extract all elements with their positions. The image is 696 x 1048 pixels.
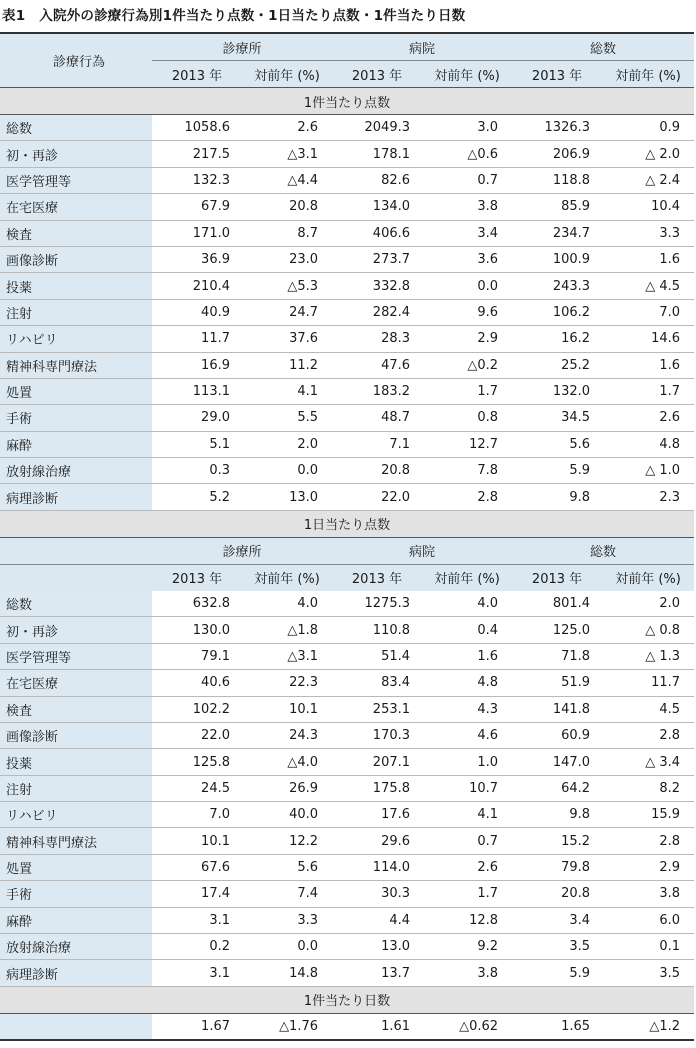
table-row (0, 907, 694, 933)
header-group-total: 総数 (512, 537, 694, 564)
row-label: 在宅医療 (0, 670, 152, 696)
cell-value: 51.9 (512, 670, 602, 696)
cell-yoy: 3.8 (602, 881, 694, 907)
table-row (0, 194, 694, 220)
table-body (0, 33, 694, 1040)
cell-value: 106.2 (512, 299, 602, 325)
cell-yoy: 20.8 (242, 194, 332, 220)
header-row-groups (0, 33, 694, 61)
cell-value: 141.8 (512, 696, 602, 722)
cell-value: 147.0 (512, 749, 602, 775)
data-table (0, 32, 694, 1041)
cell-value: 9.8 (512, 802, 602, 828)
cell-value: 17.6 (332, 802, 422, 828)
cell-yoy: 1.7 (602, 378, 694, 404)
cell-value: 20.8 (512, 881, 602, 907)
table-row (0, 115, 694, 141)
cell-yoy: 7.4 (242, 881, 332, 907)
cell-value: 178.1 (332, 141, 422, 167)
cell-yoy: 2.3 (602, 484, 694, 510)
table-row (0, 828, 694, 854)
cell-yoy: 3.4 (422, 220, 512, 246)
cell-yoy: 4.8 (602, 431, 694, 457)
cell-value: 79.1 (152, 643, 242, 669)
cell-yoy: 4.3 (422, 696, 512, 722)
header-year: 2013 年 (332, 61, 422, 88)
table-row (0, 378, 694, 404)
cell-yoy: 0.7 (422, 167, 512, 193)
row-label: 画像診断 (0, 722, 152, 748)
cell-value: 79.8 (512, 854, 602, 880)
cell-value: 118.8 (512, 167, 602, 193)
cell-yoy: 3.0 (422, 115, 512, 141)
cell-value: 132.0 (512, 378, 602, 404)
header-row-groups-2 (0, 537, 694, 564)
cell-yoy: 26.9 (242, 775, 332, 801)
cell-value: 5.1 (152, 431, 242, 457)
header-row-label-empty (0, 537, 152, 564)
cell-yoy: 13.0 (242, 484, 332, 510)
cell-value: 22.0 (332, 484, 422, 510)
cell-value: 243.3 (512, 273, 602, 299)
cell-yoy: △ 1.3 (602, 643, 694, 669)
table-row (0, 141, 694, 167)
cell-value: 110.8 (332, 617, 422, 643)
cell-yoy: 3.6 (422, 246, 512, 272)
table-number: 表1 (2, 8, 26, 24)
cell-yoy: 3.5 (602, 960, 694, 986)
cell-yoy: 6.0 (602, 907, 694, 933)
cell-value: 16.2 (512, 326, 602, 352)
cell-yoy: 1.6 (602, 246, 694, 272)
cell-yoy: 10.7 (422, 775, 512, 801)
table-row (0, 591, 694, 617)
cell-value: 0.3 (152, 458, 242, 484)
header-year: 2013 年 (512, 564, 602, 591)
cell-yoy: 10.1 (242, 696, 332, 722)
cell-value: 64.2 (512, 775, 602, 801)
cell-value: 71.8 (512, 643, 602, 669)
cell-value: 206.9 (512, 141, 602, 167)
cell-yoy: 0.1 (602, 934, 694, 960)
cell-value: 171.0 (152, 220, 242, 246)
cell-yoy: 0.4 (422, 617, 512, 643)
cell-yoy: 9.2 (422, 934, 512, 960)
cell-value: 9.8 (512, 484, 602, 510)
cell-value: 130.0 (152, 617, 242, 643)
cell-yoy: 24.3 (242, 722, 332, 748)
cell-value: 102.2 (152, 696, 242, 722)
table-caption: 入院外の診療行為別1件当たり点数・1日当たり点数・1件当たり日数 (39, 8, 466, 24)
cell-yoy: 0.7 (422, 828, 512, 854)
header-yoy: 対前年 (%) (602, 564, 694, 591)
table-row (0, 299, 694, 325)
cell-yoy: 5.5 (242, 405, 332, 431)
row-label: 総数 (0, 591, 152, 617)
cell-yoy: 14.8 (242, 960, 332, 986)
table-row (0, 458, 694, 484)
row-label: 検査 (0, 220, 152, 246)
row-label: 麻酔 (0, 907, 152, 933)
cell-value: 83.4 (332, 670, 422, 696)
cell-value: 183.2 (332, 378, 422, 404)
header-group-hospital: 病院 (332, 33, 512, 61)
table-row (0, 484, 694, 510)
cell-yoy: △1.8 (242, 617, 332, 643)
cell-yoy: 2.8 (602, 722, 694, 748)
cell-yoy: 2.9 (602, 854, 694, 880)
cell-yoy: △5.3 (242, 273, 332, 299)
cell-value: 0.2 (152, 934, 242, 960)
cell-value: 113.1 (152, 378, 242, 404)
cell-yoy: 40.0 (242, 802, 332, 828)
cell-value: 5.2 (152, 484, 242, 510)
cell-yoy: 7.8 (422, 458, 512, 484)
cell-value: 30.3 (332, 881, 422, 907)
cell-value: 4.4 (332, 907, 422, 933)
section-label: 1件当たり日数 (0, 986, 694, 1013)
row-label: 精神科専門療法 (0, 352, 152, 378)
table-row (0, 802, 694, 828)
cell-yoy: △1.2 (602, 1013, 694, 1040)
cell-value: 132.3 (152, 167, 242, 193)
table-row (0, 405, 694, 431)
row-label: 投薬 (0, 749, 152, 775)
cell-value: 3.1 (152, 907, 242, 933)
cell-value: 60.9 (512, 722, 602, 748)
cell-value: 253.1 (332, 696, 422, 722)
cell-value: 36.9 (152, 246, 242, 272)
cell-yoy: △3.1 (242, 643, 332, 669)
row-label (0, 1013, 152, 1040)
cell-value: 82.6 (332, 167, 422, 193)
cell-yoy: 3.8 (422, 194, 512, 220)
header-group-clinic: 診療所 (152, 33, 332, 61)
cell-value: 85.9 (512, 194, 602, 220)
section-label: 1件当たり点数 (0, 88, 694, 115)
cell-yoy: 2.8 (602, 828, 694, 854)
cell-yoy: 2.6 (602, 405, 694, 431)
cell-yoy: 3.3 (602, 220, 694, 246)
cell-yoy: 0.0 (242, 458, 332, 484)
header-row-years-2 (0, 564, 694, 591)
header-year: 2013 年 (152, 564, 242, 591)
row-label: 画像診断 (0, 246, 152, 272)
cell-yoy: 3.3 (242, 907, 332, 933)
cell-yoy: 2.6 (422, 854, 512, 880)
cell-yoy: 14.6 (602, 326, 694, 352)
cell-yoy: 1.6 (602, 352, 694, 378)
cell-yoy: 5.6 (242, 854, 332, 880)
cell-yoy: 2.0 (242, 431, 332, 457)
cell-value: 3.4 (512, 907, 602, 933)
cell-value: 15.2 (512, 828, 602, 854)
table-row (0, 1013, 694, 1040)
section-per-day (0, 510, 694, 537)
table-row (0, 934, 694, 960)
cell-value: 170.3 (332, 722, 422, 748)
cell-value: 67.6 (152, 854, 242, 880)
cell-yoy: 11.7 (602, 670, 694, 696)
header-group-hospital: 病院 (332, 537, 512, 564)
table-row (0, 960, 694, 986)
cell-yoy: △4.0 (242, 749, 332, 775)
cell-yoy: △4.4 (242, 167, 332, 193)
cell-value: 67.9 (152, 194, 242, 220)
row-label: 医学管理等 (0, 643, 152, 669)
cell-yoy: 1.7 (422, 881, 512, 907)
header-group-total: 総数 (512, 33, 694, 61)
row-label: 在宅医療 (0, 194, 152, 220)
cell-value: 125.8 (152, 749, 242, 775)
cell-value: 5.6 (512, 431, 602, 457)
cell-value: 13.7 (332, 960, 422, 986)
cell-value: 134.0 (332, 194, 422, 220)
cell-yoy: 8.2 (602, 775, 694, 801)
cell-yoy: 4.1 (422, 802, 512, 828)
cell-yoy: 8.7 (242, 220, 332, 246)
cell-yoy: 12.8 (422, 907, 512, 933)
cell-value: 5.9 (512, 960, 602, 986)
row-label: 放射線治療 (0, 934, 152, 960)
cell-value: 207.1 (332, 749, 422, 775)
header-yoy: 対前年 (%) (242, 61, 332, 88)
header-year: 2013 年 (332, 564, 422, 591)
cell-yoy: 2.8 (422, 484, 512, 510)
cell-yoy: 0.8 (422, 405, 512, 431)
cell-yoy: 4.6 (422, 722, 512, 748)
row-label: 注射 (0, 299, 152, 325)
cell-yoy: 15.9 (602, 802, 694, 828)
cell-yoy: 2.6 (242, 115, 332, 141)
row-label: 手術 (0, 405, 152, 431)
row-label: 精神科専門療法 (0, 828, 152, 854)
cell-value: 20.8 (332, 458, 422, 484)
cell-yoy: 9.6 (422, 299, 512, 325)
cell-value: 175.8 (332, 775, 422, 801)
row-label: 初・再診 (0, 617, 152, 643)
row-label: 放射線治療 (0, 458, 152, 484)
section-per-case (0, 88, 694, 115)
row-label: 病理診断 (0, 484, 152, 510)
cell-yoy: 7.0 (602, 299, 694, 325)
cell-value: 24.5 (152, 775, 242, 801)
table-row (0, 775, 694, 801)
table-row (0, 167, 694, 193)
table-row (0, 722, 694, 748)
cell-value: 1275.3 (332, 591, 422, 617)
cell-yoy: 0.9 (602, 115, 694, 141)
table-row (0, 326, 694, 352)
cell-yoy: 10.4 (602, 194, 694, 220)
cell-value: 7.1 (332, 431, 422, 457)
cell-yoy: 3.8 (422, 960, 512, 986)
cell-value: 7.0 (152, 802, 242, 828)
row-label: 麻酔 (0, 431, 152, 457)
cell-yoy: 0.0 (422, 273, 512, 299)
row-label: 手術 (0, 881, 152, 907)
table-title (2, 4, 465, 26)
cell-yoy: 4.0 (422, 591, 512, 617)
cell-yoy: △0.6 (422, 141, 512, 167)
row-label: 病理診断 (0, 960, 152, 986)
cell-yoy: 37.6 (242, 326, 332, 352)
cell-yoy: △ 1.0 (602, 458, 694, 484)
section-label: 1日当たり点数 (0, 510, 694, 537)
cell-value: 1326.3 (512, 115, 602, 141)
table-row (0, 854, 694, 880)
row-label: リハビリ (0, 802, 152, 828)
table-row (0, 696, 694, 722)
cell-value: 3.1 (152, 960, 242, 986)
cell-value: 1.65 (512, 1013, 602, 1040)
cell-value: 28.3 (332, 326, 422, 352)
cell-value: 5.9 (512, 458, 602, 484)
cell-value: 16.9 (152, 352, 242, 378)
cell-yoy: △ 2.4 (602, 167, 694, 193)
row-label: 初・再診 (0, 141, 152, 167)
header-yoy: 対前年 (%) (602, 61, 694, 88)
cell-value: 40.9 (152, 299, 242, 325)
cell-value: 40.6 (152, 670, 242, 696)
cell-value: 2049.3 (332, 115, 422, 141)
cell-value: 234.7 (512, 220, 602, 246)
header-group-clinic: 診療所 (152, 537, 332, 564)
cell-yoy: △ 2.0 (602, 141, 694, 167)
cell-value: 100.9 (512, 246, 602, 272)
cell-value: 17.4 (152, 881, 242, 907)
row-label: リハビリ (0, 326, 152, 352)
cell-value: 47.6 (332, 352, 422, 378)
header-yoy: 対前年 (%) (422, 61, 512, 88)
cell-value: 210.4 (152, 273, 242, 299)
cell-yoy: △ 0.8 (602, 617, 694, 643)
section-days-per-case (0, 986, 694, 1013)
cell-yoy: 22.3 (242, 670, 332, 696)
row-label: 投薬 (0, 273, 152, 299)
row-label: 検査 (0, 696, 152, 722)
cell-yoy: 1.6 (422, 643, 512, 669)
cell-yoy: 23.0 (242, 246, 332, 272)
cell-value: 1.67 (152, 1013, 242, 1040)
table-row (0, 220, 694, 246)
header-year: 2013 年 (512, 61, 602, 88)
table-row (0, 881, 694, 907)
cell-value: 1.61 (332, 1013, 422, 1040)
cell-value: 3.5 (512, 934, 602, 960)
cell-value: 29.6 (332, 828, 422, 854)
cell-value: 51.4 (332, 643, 422, 669)
cell-yoy: 1.7 (422, 378, 512, 404)
table-row (0, 352, 694, 378)
cell-value: 10.1 (152, 828, 242, 854)
cell-yoy: 2.9 (422, 326, 512, 352)
table-row (0, 749, 694, 775)
table-row (0, 617, 694, 643)
cell-yoy: △0.2 (422, 352, 512, 378)
cell-yoy: 4.0 (242, 591, 332, 617)
cell-value: 125.0 (512, 617, 602, 643)
header-yoy: 対前年 (%) (422, 564, 512, 591)
table-row (0, 273, 694, 299)
cell-yoy: 2.0 (602, 591, 694, 617)
cell-yoy: 4.5 (602, 696, 694, 722)
cell-value: 114.0 (332, 854, 422, 880)
header-row-label: 診療行為 (0, 33, 152, 88)
cell-value: 11.7 (152, 326, 242, 352)
cell-yoy: 4.1 (242, 378, 332, 404)
cell-value: 217.5 (152, 141, 242, 167)
header-row-label-empty (0, 564, 152, 591)
cell-yoy: 24.7 (242, 299, 332, 325)
cell-value: 29.0 (152, 405, 242, 431)
cell-yoy: △ 3.4 (602, 749, 694, 775)
cell-yoy: △1.76 (242, 1013, 332, 1040)
table-row (0, 670, 694, 696)
table-row (0, 246, 694, 272)
cell-value: 25.2 (512, 352, 602, 378)
cell-value: 801.4 (512, 591, 602, 617)
cell-yoy: △ 4.5 (602, 273, 694, 299)
cell-yoy: 1.0 (422, 749, 512, 775)
cell-yoy: △0.62 (422, 1013, 512, 1040)
row-label: 処置 (0, 854, 152, 880)
row-label: 注射 (0, 775, 152, 801)
cell-value: 273.7 (332, 246, 422, 272)
cell-value: 332.8 (332, 273, 422, 299)
cell-yoy: 4.8 (422, 670, 512, 696)
cell-value: 22.0 (152, 722, 242, 748)
cell-value: 282.4 (332, 299, 422, 325)
cell-yoy: 11.2 (242, 352, 332, 378)
cell-value: 13.0 (332, 934, 422, 960)
row-label: 総数 (0, 115, 152, 141)
table-row (0, 643, 694, 669)
cell-yoy: 0.0 (242, 934, 332, 960)
header-year: 2013 年 (152, 61, 242, 88)
cell-value: 406.6 (332, 220, 422, 246)
table-row (0, 431, 694, 457)
header-yoy: 対前年 (%) (242, 564, 332, 591)
row-label: 医学管理等 (0, 167, 152, 193)
cell-yoy: △3.1 (242, 141, 332, 167)
cell-value: 34.5 (512, 405, 602, 431)
cell-value: 48.7 (332, 405, 422, 431)
cell-value: 1058.6 (152, 115, 242, 141)
cell-yoy: 12.2 (242, 828, 332, 854)
row-label: 処置 (0, 378, 152, 404)
cell-value: 632.8 (152, 591, 242, 617)
cell-yoy: 12.7 (422, 431, 512, 457)
